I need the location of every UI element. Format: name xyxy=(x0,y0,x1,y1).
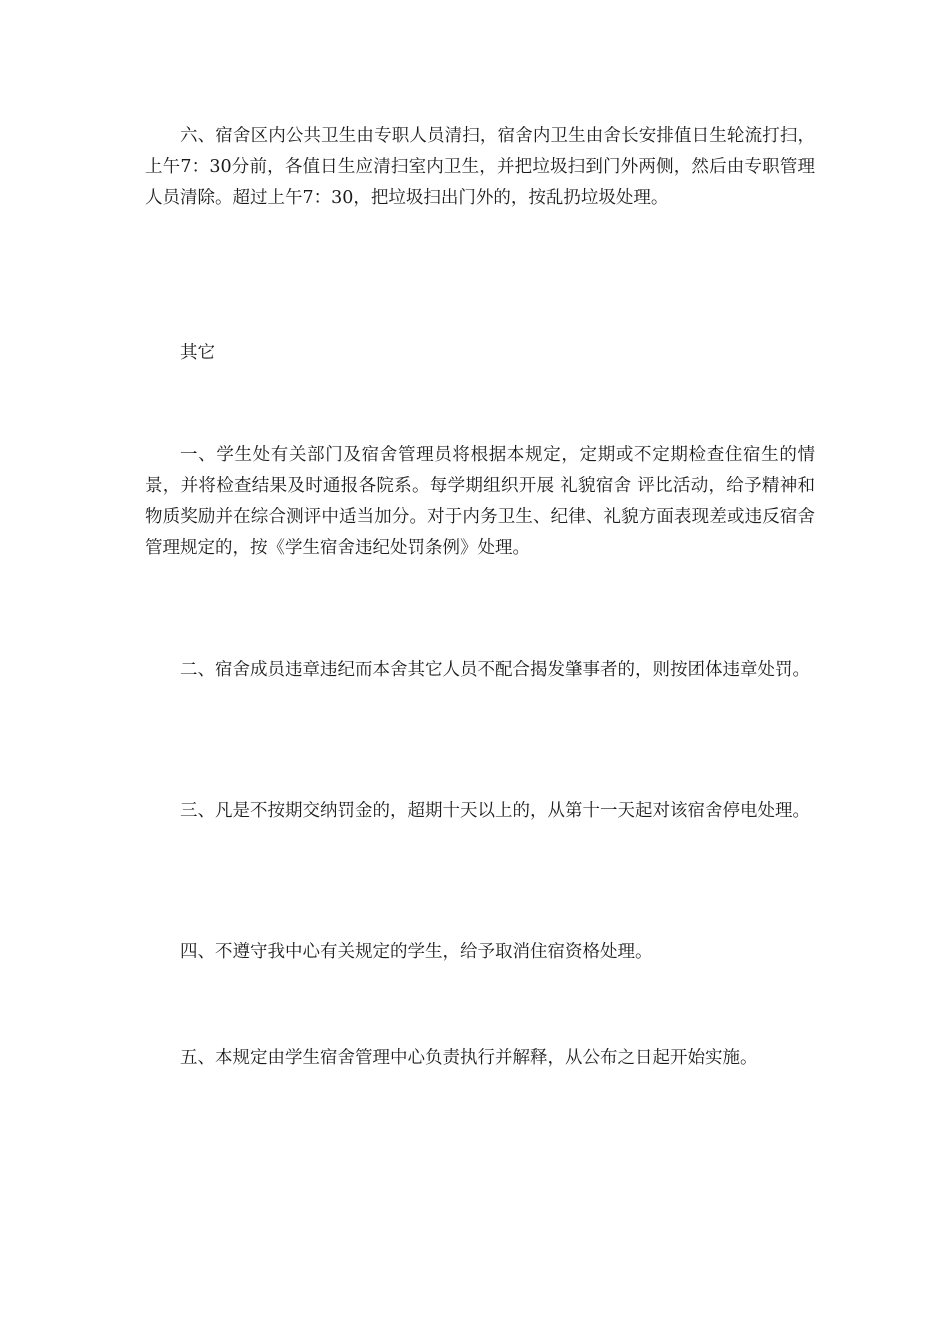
paragraph-other-1: 一、学生处有关部门及宿舍管理员将根据本规定，定期或不定期检查住宿生的情景，并将检查结果及时通报各院系。每学期组织开展 礼貌宿舍 评比活动，给予精神和物质奖励并在综合测评中适当加分。对于内务卫生、纪律、礼貌方面表现差或违反宿舍管理规定的，按《学生宿舍违纪处罚条例》处理。 xyxy=(145,445,815,558)
paragraph-other-4: 四、不遵守我中心有关规定的学生，给予取消住宿资格处理。 xyxy=(180,942,653,962)
paragraph-other-2: 二、宿舍成员违章违纪而本舍其它人员不配合揭发肇事者的，则按团体违章处罚。 xyxy=(180,660,810,680)
paragraph-other-3: 三、凡是不按期交纳罚金的，超期十天以上的，从第十一天起对该宿舍停电处理。 xyxy=(180,801,810,821)
section-heading-other: 其它 xyxy=(180,343,215,363)
paragraph-section-6: 六、宿舍区内公共卫生由专职人员清扫，宿舍内卫生由舍长安排值日生轮流打扫，上午7：30分前，各值日生应清扫室内卫生，并把垃圾扫到门外两侧，然后由专职管理人员清除。超过上午7：30，把垃圾扫出门外的，按乱扔垃圾处理。 xyxy=(145,126,815,208)
paragraph-other-5: 五、本规定由学生宿舍管理中心负责执行并解释，从公布之日起开始实施。 xyxy=(180,1048,758,1068)
